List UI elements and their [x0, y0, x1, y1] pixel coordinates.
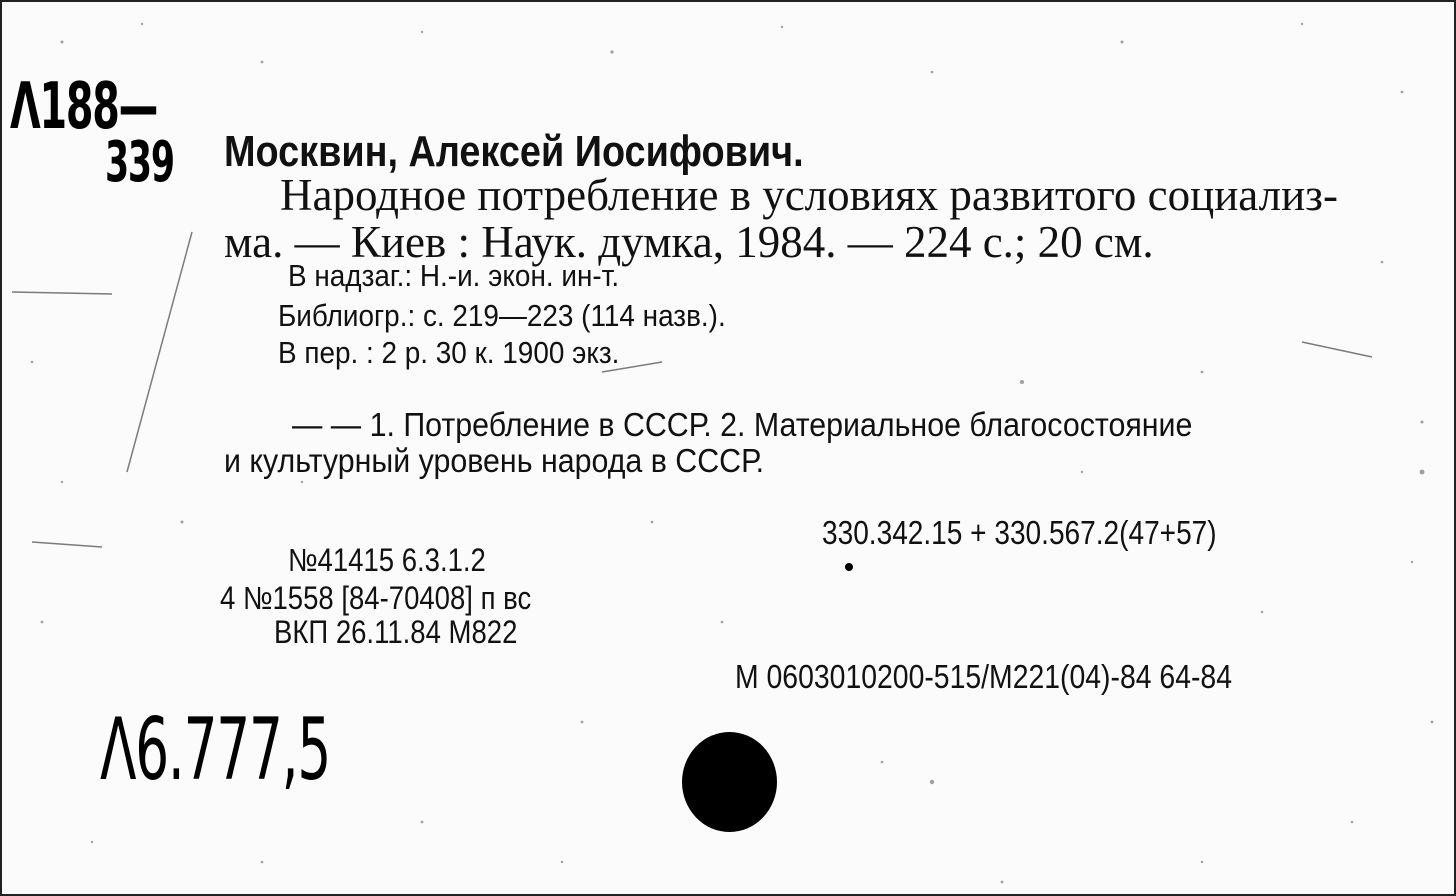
punch-hole: [682, 732, 777, 832]
title-line-1: Народное потребление в условиях развитого социализ-: [280, 170, 1338, 220]
udc-classification: 330.342.15 + 330.567.2(47+57): [822, 514, 1217, 551]
subject-line-1: — — 1. Потребление в СССР. 2. Материальное благосостояние: [292, 406, 1193, 443]
tech-line: 4 №1558 [84-70408] п вс: [220, 580, 532, 616]
subject-line-2: и культурный уровень народа в СССР.: [224, 442, 765, 479]
title-line-2: ма. — Киев : Наук. думка, 1984. — 224 с.; 20 см.: [224, 217, 1154, 267]
note-line: В надзаг.: Н.-и. экон. ин-т.: [288, 258, 620, 293]
shelf-mark-line1: Λ188: [10, 70, 119, 144]
note-line: Библиогр.: с. 219—223 (114 назв.).: [278, 298, 726, 333]
index-line: М 0603010200-515/М221(04)-84 64-84: [735, 658, 1232, 695]
dot-mark: [845, 563, 853, 571]
note-line: В пер. : 2 р. 30 к. 1900 экз.: [278, 335, 620, 370]
shelf-mark-dash: —: [118, 70, 158, 144]
tech-line: ВКП 26.11.84 М822: [274, 614, 518, 650]
shelf-mark-number: 339: [105, 130, 174, 195]
handwritten-number: Λ6.777,5: [100, 700, 331, 800]
tech-line: №41415 6.3.1.2: [288, 542, 486, 578]
author-heading: Москвин, Алексей Иосифович.: [224, 127, 804, 176]
